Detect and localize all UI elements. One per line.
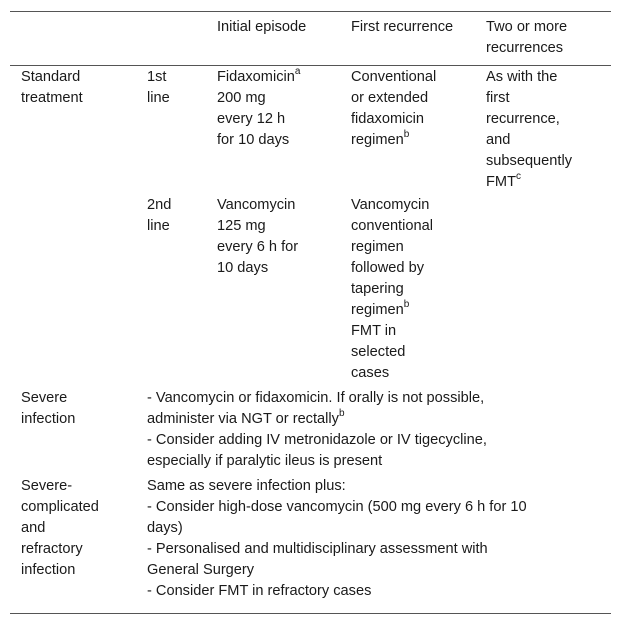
table-top-rule — [10, 11, 611, 12]
first-line-initial-episode: Fidaxomicin$^a$ 200 mg every 12 h for 10 days — [217, 66, 301, 148]
first-line-two-or-more: As with the first recurrence, and subsequently FMT$^c$ — [486, 69, 573, 190]
line-label-2nd: 2nd line — [147, 197, 172, 234]
line-label-1st: 1st line — [147, 69, 170, 106]
header-two-or-more-recurrences: Two or more recurrences — [486, 19, 568, 56]
second-line-initial-episode: Vancomycin 125 mg every 6 h for 10 days — [217, 197, 299, 276]
first-line-first-recurrence: Conventional or extended fidaxomicin regimen$^b$ — [351, 69, 437, 148]
row-label-severe-infection: Severe infection — [21, 390, 76, 427]
second-line-first-recurrence: Vancomycin conventional regimen followed by tapering regimen$^b$ FMT in selected cases — [351, 197, 433, 381]
row-label-standard-treatment: Standard treatment — [21, 69, 83, 106]
complicated-infection-recommendations: Same as severe infection plus: - Consider high-dose vancomycin (500 mg every 6 h for 10 days) - Personalised and multidisciplinary assessment with General Surgery - Consider FMT in refractory cases — [147, 478, 527, 599]
table-bottom-rule — [10, 613, 611, 614]
header-rule — [10, 65, 611, 66]
header-initial-episode: Initial episode — [217, 19, 307, 35]
row-label-severe-complicated-refractory: Severe- complicated and refractory infection — [21, 478, 99, 578]
severe-infection-recommendations: - Vancomycin or fidaxomicin. If orally is not possible, administer via NGT or rectally$^b$ - Consider adding IV metronidazole or IV tigecycline, especially if paralytic ileus is present — [147, 390, 487, 469]
header-first-recurrence: First recurrence — [351, 19, 454, 35]
